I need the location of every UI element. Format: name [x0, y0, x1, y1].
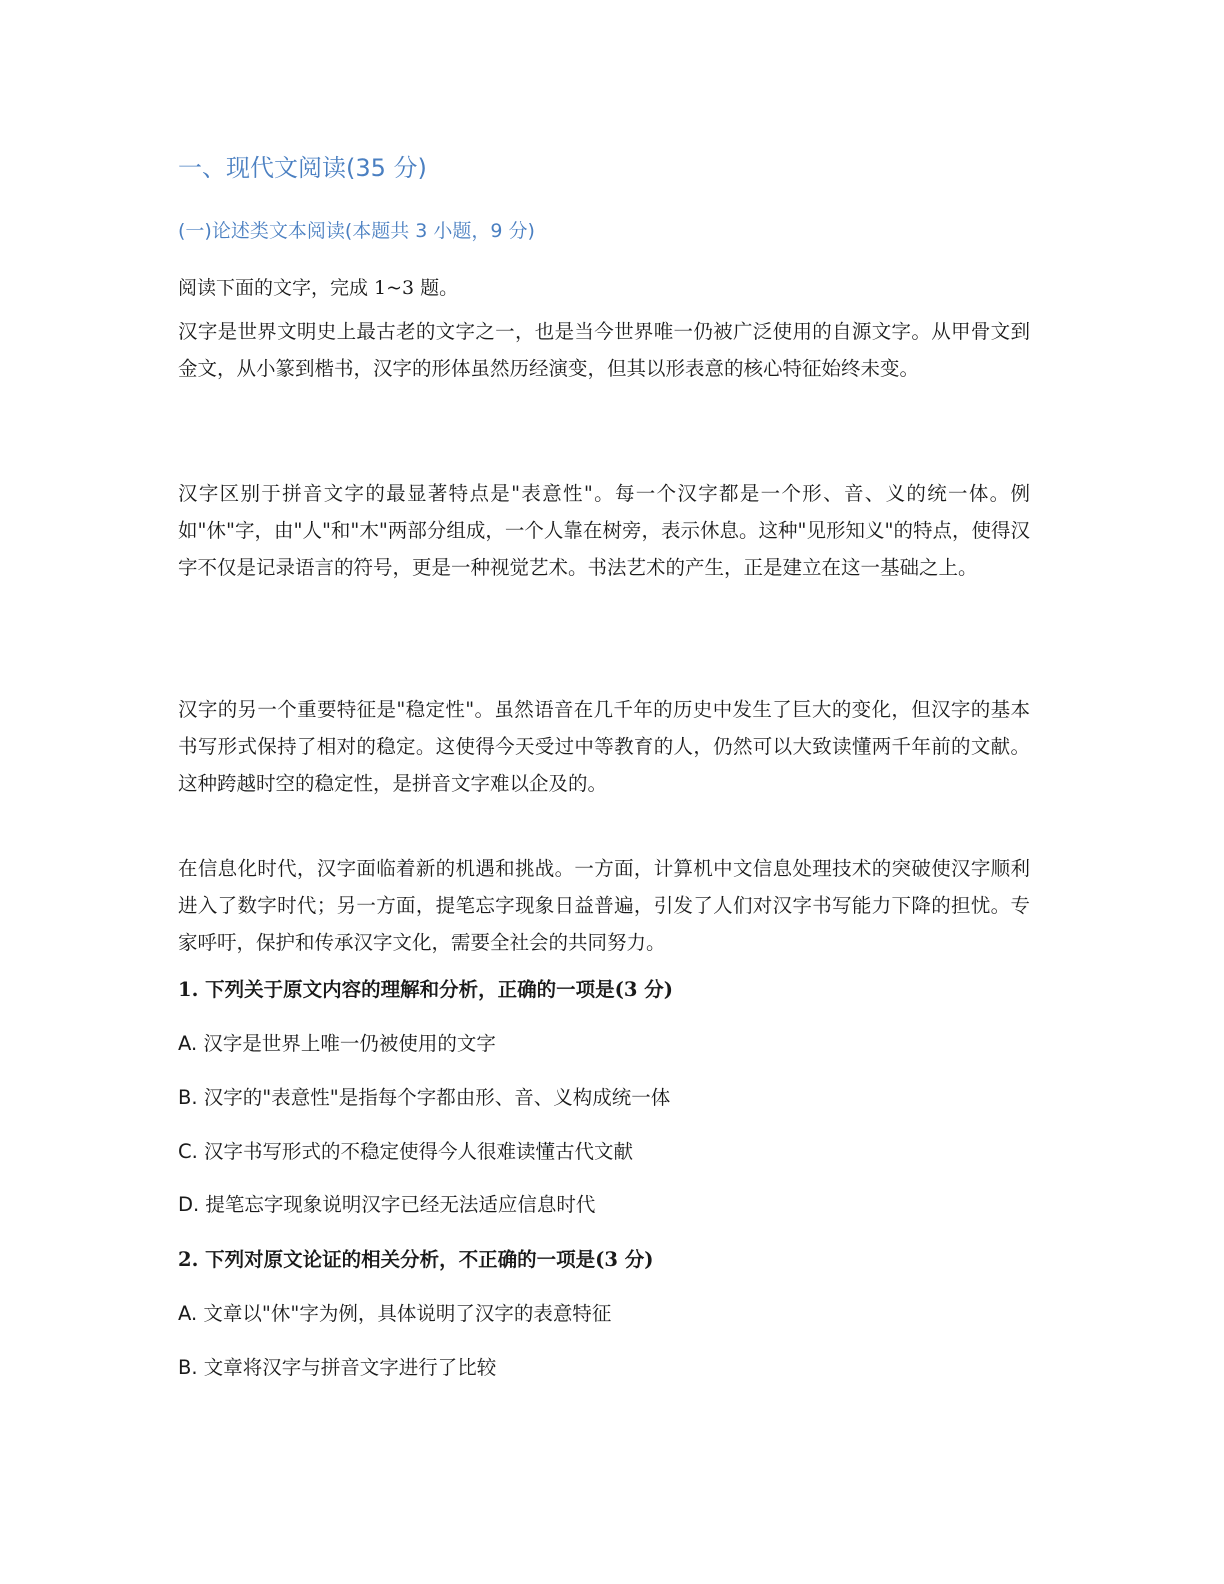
option-text: 汉字书写形式的不稳定使得今人很难读懂古代文献	[204, 1140, 634, 1163]
option-text: 汉字是世界上唯一仍被使用的文字	[203, 1032, 496, 1055]
question-2-stem: 2. 下列对原文论证的相关分析，不正确的一项是(3 分)	[178, 1248, 654, 1271]
option-letter: C.	[178, 1140, 198, 1163]
reading-instruction: 阅读下面的文字，完成 1~3 题。	[178, 277, 459, 299]
option-text: 文章将汉字与拼音文字进行了比较	[203, 1356, 497, 1379]
passage-paragraph-3: 汉字的另一个重要特征是"稳定性"。虽然语音在几千年的历史中发生了巨大的变化，但汉字的基本书写形式保持了相对的稳定。这使得今天受过中等教育的人，仍然可以大致读懂两千年前的文献。这种跨越时空的稳定性，是拼音文字难以企及的。	[178, 698, 1030, 795]
question-2-option-a[interactable]	[178, 1298, 611, 1326]
question-1-stem: 1. 下列关于原文内容的理解和分析，正确的一项是(3 分)	[178, 978, 673, 1001]
option-text: 文章以"休"字为例，具体说明了汉字的表意特征	[203, 1302, 612, 1325]
option-letter: A.	[178, 1032, 198, 1055]
passage-paragraph-1: 汉字是世界文明史上最古老的文字之一，也是当今世界唯一仍被广泛使用的自源文字。从甲骨文到金文，从小篆到楷书，汉字的形体虽然历经演变，但其以形表意的核心特征始终未变。	[178, 320, 1030, 380]
question-2-option-b[interactable]	[178, 1352, 496, 1380]
option-letter: B.	[178, 1086, 198, 1109]
option-letter: A.	[178, 1302, 198, 1325]
question-1-option-b[interactable]	[178, 1082, 670, 1110]
passage-paragraph-4: 在信息化时代，汉字面临着新的机遇和挑战。一方面，计算机中文信息处理技术的突破使汉字顺利进入了数字时代；另一方面，提笔忘字现象日益普遍，引发了人们对汉字书写能力下降的担忧。专家呼吁，保护和传承汉字文化，需要全社会的共同努力。	[178, 857, 1030, 954]
subsection-title: (一)论述类文本阅读(本题共 3 小题，9 分)	[178, 220, 535, 242]
question-1-option-a[interactable]	[178, 1028, 496, 1056]
section-title: 一、现代文阅读(35 分)	[178, 154, 427, 182]
passage-paragraph-2: 汉字区别于拼音文字的最显著特点是"表意性"。每一个汉字都是一个形、音、义的统一体。例如"休"字，由"人"和"木"两部分组成，一个人靠在树旁，表示休息。这种"见形知义"的特点，使得汉字不仅是记录语言的符号，更是一种视觉艺术。书法艺术的产生，正是建立在这一基础之上。	[178, 482, 1030, 579]
option-text: 提笔忘字现象说明汉字已经无法适应信息时代	[205, 1193, 596, 1216]
question-1-option-d[interactable]	[178, 1189, 595, 1217]
question-1-option-c[interactable]	[178, 1136, 633, 1164]
option-text: 汉字的"表意性"是指每个字都由形、音、义构成统一体	[203, 1086, 671, 1109]
option-letter: B.	[178, 1356, 198, 1379]
option-letter: D.	[178, 1193, 200, 1216]
